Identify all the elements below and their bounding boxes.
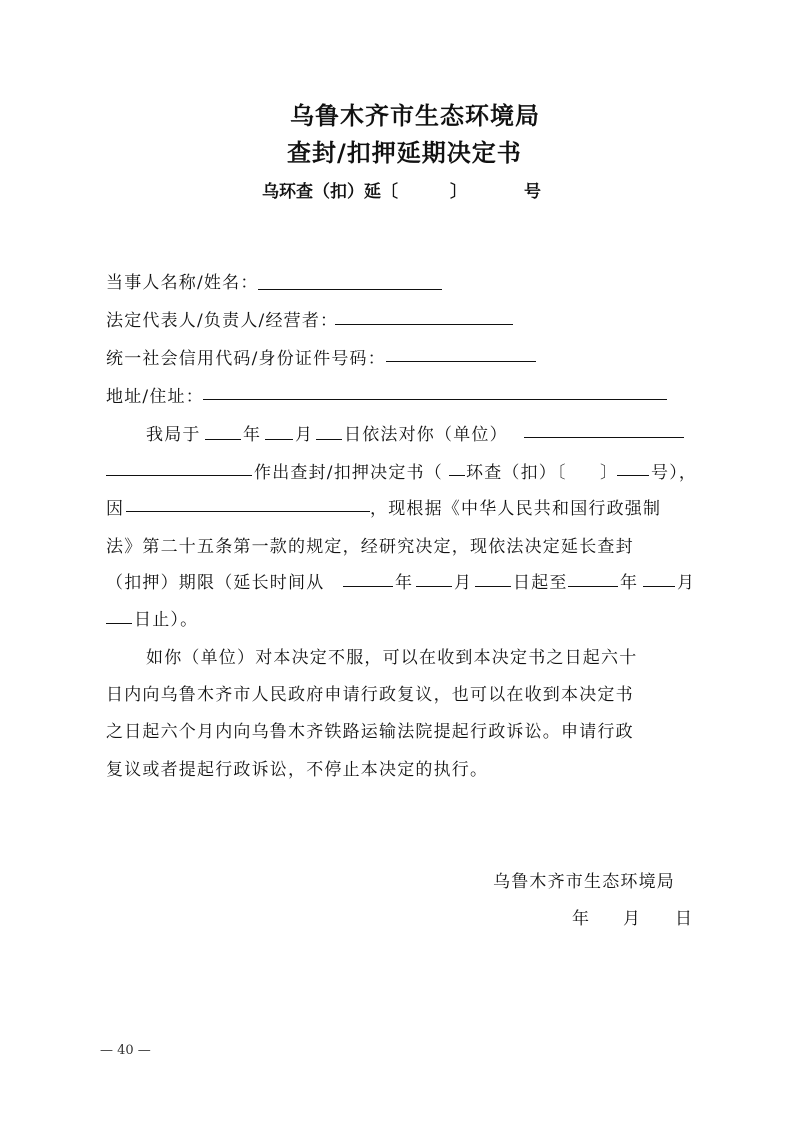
para1-text: 年: [395, 573, 414, 593]
para1-text: 我局于: [146, 425, 201, 445]
para2-text: 之日起六个月内向乌鲁木齐铁路运输法院提起行政诉讼。申请行政: [106, 722, 634, 742]
para1-text: 因: [106, 499, 125, 519]
para1-text: 月: [677, 573, 696, 593]
blank-unit-continued[interactable]: [106, 475, 252, 476]
blank-start-month[interactable]: [416, 586, 452, 587]
para1-text: 号），: [651, 463, 698, 483]
para1-text: 作出查封/扣押决定书（: [254, 463, 443, 483]
credit-code-label: 统一社会信用代码/身份证件号码：: [106, 349, 386, 369]
blank-number[interactable]: [617, 475, 649, 476]
blank-month[interactable]: [265, 439, 293, 440]
address-field[interactable]: [203, 399, 667, 400]
blank-end-day[interactable]: [106, 623, 132, 624]
para1-text: ，现根据《中华人民共和国行政强制: [370, 499, 662, 519]
para1-text: 日起至: [513, 573, 568, 593]
signature-year: 年: [572, 909, 591, 929]
para1-text: 年: [620, 573, 639, 593]
document-number-prefix: 乌环查（扣）延〔: [262, 182, 398, 202]
para1-text: 月: [454, 573, 473, 593]
document-number-suffix: 号: [524, 182, 541, 202]
para1-text: 月: [295, 425, 314, 445]
blank-year[interactable]: [205, 439, 241, 440]
org-title: 乌鲁木齐市生态环境局: [290, 102, 540, 130]
blank-reason[interactable]: [126, 511, 370, 512]
blank-unit[interactable]: [524, 437, 684, 438]
para2-text: 如你（单位）对本决定不服，可以在收到本决定书之日起六十: [146, 648, 638, 668]
para1-text: 〕: [600, 463, 619, 483]
blank-day[interactable]: [316, 439, 342, 440]
legal-rep-label: 法定代表人/负责人/经营者：: [106, 311, 339, 331]
blank-start-year[interactable]: [343, 586, 393, 587]
para1-text: 环查（扣）〔: [466, 463, 567, 483]
blank-end-month[interactable]: [643, 586, 675, 587]
credit-code-field[interactable]: [386, 361, 536, 362]
para1-text: 日依法对你（单位）: [344, 425, 508, 445]
blank-start-day[interactable]: [475, 586, 511, 587]
document-number-bracket-close: 〕: [450, 182, 467, 202]
signature-org: 乌鲁木齐市生态环境局: [493, 872, 675, 892]
blank-end-year[interactable]: [568, 586, 618, 587]
para1-text: 日止）。: [134, 610, 199, 630]
party-name-label: 当事人名称/姓名：: [106, 273, 259, 293]
para2-text: 日内向乌鲁木齐市人民政府申请行政复议，也可以在收到本决定书: [106, 685, 634, 705]
para1-text: 法》第二十五条第一款的规定，经研究决定，现依法决定延长查封: [106, 537, 634, 557]
para1-text: 年: [243, 425, 262, 445]
legal-rep-field[interactable]: [335, 324, 513, 325]
document-title: 查封/扣押延期决定书: [287, 139, 522, 167]
page-number: — 40 —: [100, 1043, 151, 1058]
para2-text: 复议或者提起行政诉讼，不停止本决定的执行。: [106, 760, 489, 780]
address-label: 地址/住址：: [106, 387, 204, 407]
para1-text: （扣押）期限（延长时间从: [106, 573, 325, 593]
signature-month: 月: [623, 909, 642, 929]
blank-prefix[interactable]: [449, 475, 465, 476]
signature-day: 日: [675, 909, 694, 929]
party-name-field[interactable]: [258, 289, 442, 290]
